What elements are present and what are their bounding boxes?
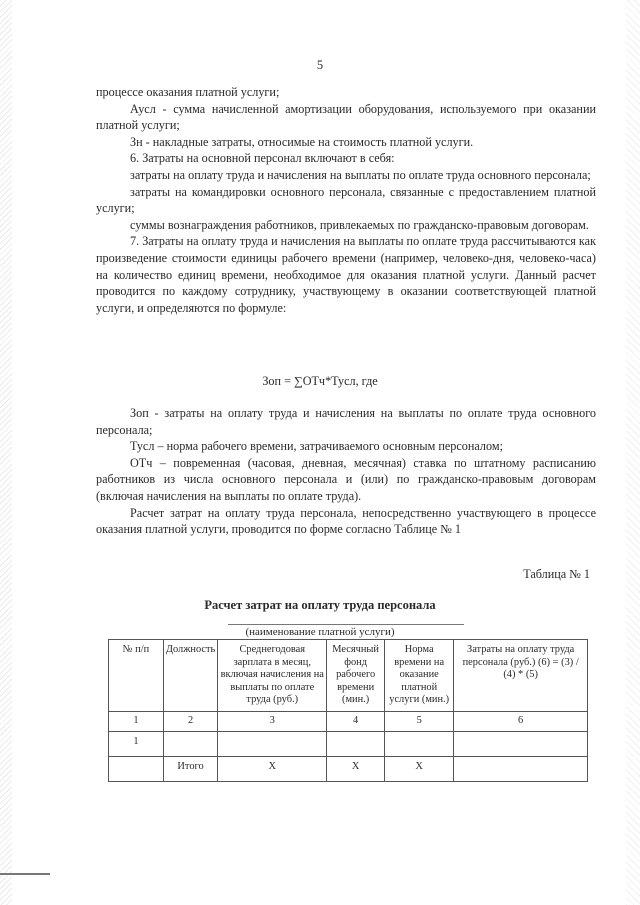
service-name-caption: (наименование платной услуги)	[245, 626, 395, 638]
table-cell	[454, 756, 588, 781]
table-cell	[109, 756, 164, 781]
table-caption: Таблица № 1	[523, 567, 590, 581]
body-text-bottom	[96, 405, 596, 538]
column-number-cell: 6	[454, 711, 588, 731]
paragraph: 7. Затраты на оплату труда и начисления на выплаты по оплате труда рассчитываются как произведение стоимости единицы рабочего времени (например, человеко-дня, человеко-часа) на количество единиц времени, необходимое для оказания платной услуги. Данный расчет проводится по каждому сотруднику, участвующему в оказании соответствующей платной услуги, и определяются по формуле:	[96, 234, 596, 315]
paragraph: затраты на оплату труда и начисления на выплаты по оплате труда основного персонала;	[130, 167, 591, 182]
header-cell: № п/п	[109, 640, 164, 712]
paragraph: процессе оказания платной услуги;	[96, 85, 280, 99]
scan-edge-right	[626, 0, 640, 905]
total-label: Итого	[163, 756, 217, 781]
table-title: Расчет затрат на оплату труда персонала	[204, 598, 436, 612]
scan-edge-left	[0, 0, 12, 905]
paragraph: Аусл - сумма начисленной амортизации оборудования, используемого при оказании платной услуги;	[96, 101, 596, 133]
header-cell: Месячный фонд рабочего времени (мин.)	[327, 640, 385, 712]
paragraph: Зоп - затраты на оплату труда и начисления на выплаты по оплате труда основного персонала;	[96, 406, 596, 437]
service-name-line	[228, 624, 464, 625]
paragraph: ОТч – повременная (часовая, дневная, месячная) ставка по штатному расписанию работников из числа основного персонала и (или) по гражданско-правовым договорам (включая начисления на выплаты по оплате труда).	[96, 455, 596, 503]
column-number-cell: 1	[109, 711, 164, 731]
formula: Зоп = ∑ОТч*Тусл, где	[262, 374, 378, 388]
column-number-cell: 3	[218, 711, 327, 731]
column-number-cell: 4	[327, 711, 385, 731]
column-number-cell: 5	[385, 711, 454, 731]
table-cell	[454, 731, 588, 756]
table-cell: X	[385, 756, 454, 781]
paragraph: Тусл – норма рабочего времени, затрачиваемого основным персоналом;	[130, 439, 503, 454]
table-cell	[385, 731, 454, 756]
table-cell	[218, 731, 327, 756]
table-cell: X	[218, 756, 327, 781]
table-row	[109, 731, 588, 756]
total-row	[109, 756, 588, 781]
table-cell: 1	[109, 731, 164, 756]
header-cell: Должность	[163, 640, 217, 712]
header-cell: Норма времени на оказание платной услуги (мин.)	[385, 640, 454, 712]
paragraph: 6. Затраты на основной персонал включают в себя:	[130, 151, 395, 166]
paragraph: Расчет затрат на оплату труда персонала, непосредственно участвующего в процессе оказания платной услуги, проводится по форме согласно Таблице № 1	[96, 505, 596, 537]
page-number: 5	[316, 58, 324, 72]
paragraph: затраты на командировки основного персонала, связанные с предоставлением платной услуги;	[96, 184, 596, 216]
table-cell: X	[327, 756, 385, 781]
table-cell	[327, 731, 385, 756]
body-text-top	[96, 84, 596, 316]
column-number-cell: 2	[163, 711, 217, 731]
header-cell: Затраты на оплату труда персонала (руб.) (6) = (3) / (4) * (5)	[454, 640, 588, 712]
cost-table	[108, 639, 588, 782]
table-cell	[163, 731, 217, 756]
paragraph: Зн - накладные затраты, относимые на стоимость платной услуги.	[130, 134, 474, 149]
table-header-row	[109, 640, 588, 712]
paragraph: суммы вознаграждения работников, привлекаемых по гражданско-правовым договорам.	[130, 217, 589, 232]
header-cell: Среднегодовая зарплата в месяц, включая начисления на выплаты по оплате труда (руб.)	[218, 640, 327, 712]
footer-line	[0, 873, 50, 875]
column-number-row	[109, 711, 588, 731]
